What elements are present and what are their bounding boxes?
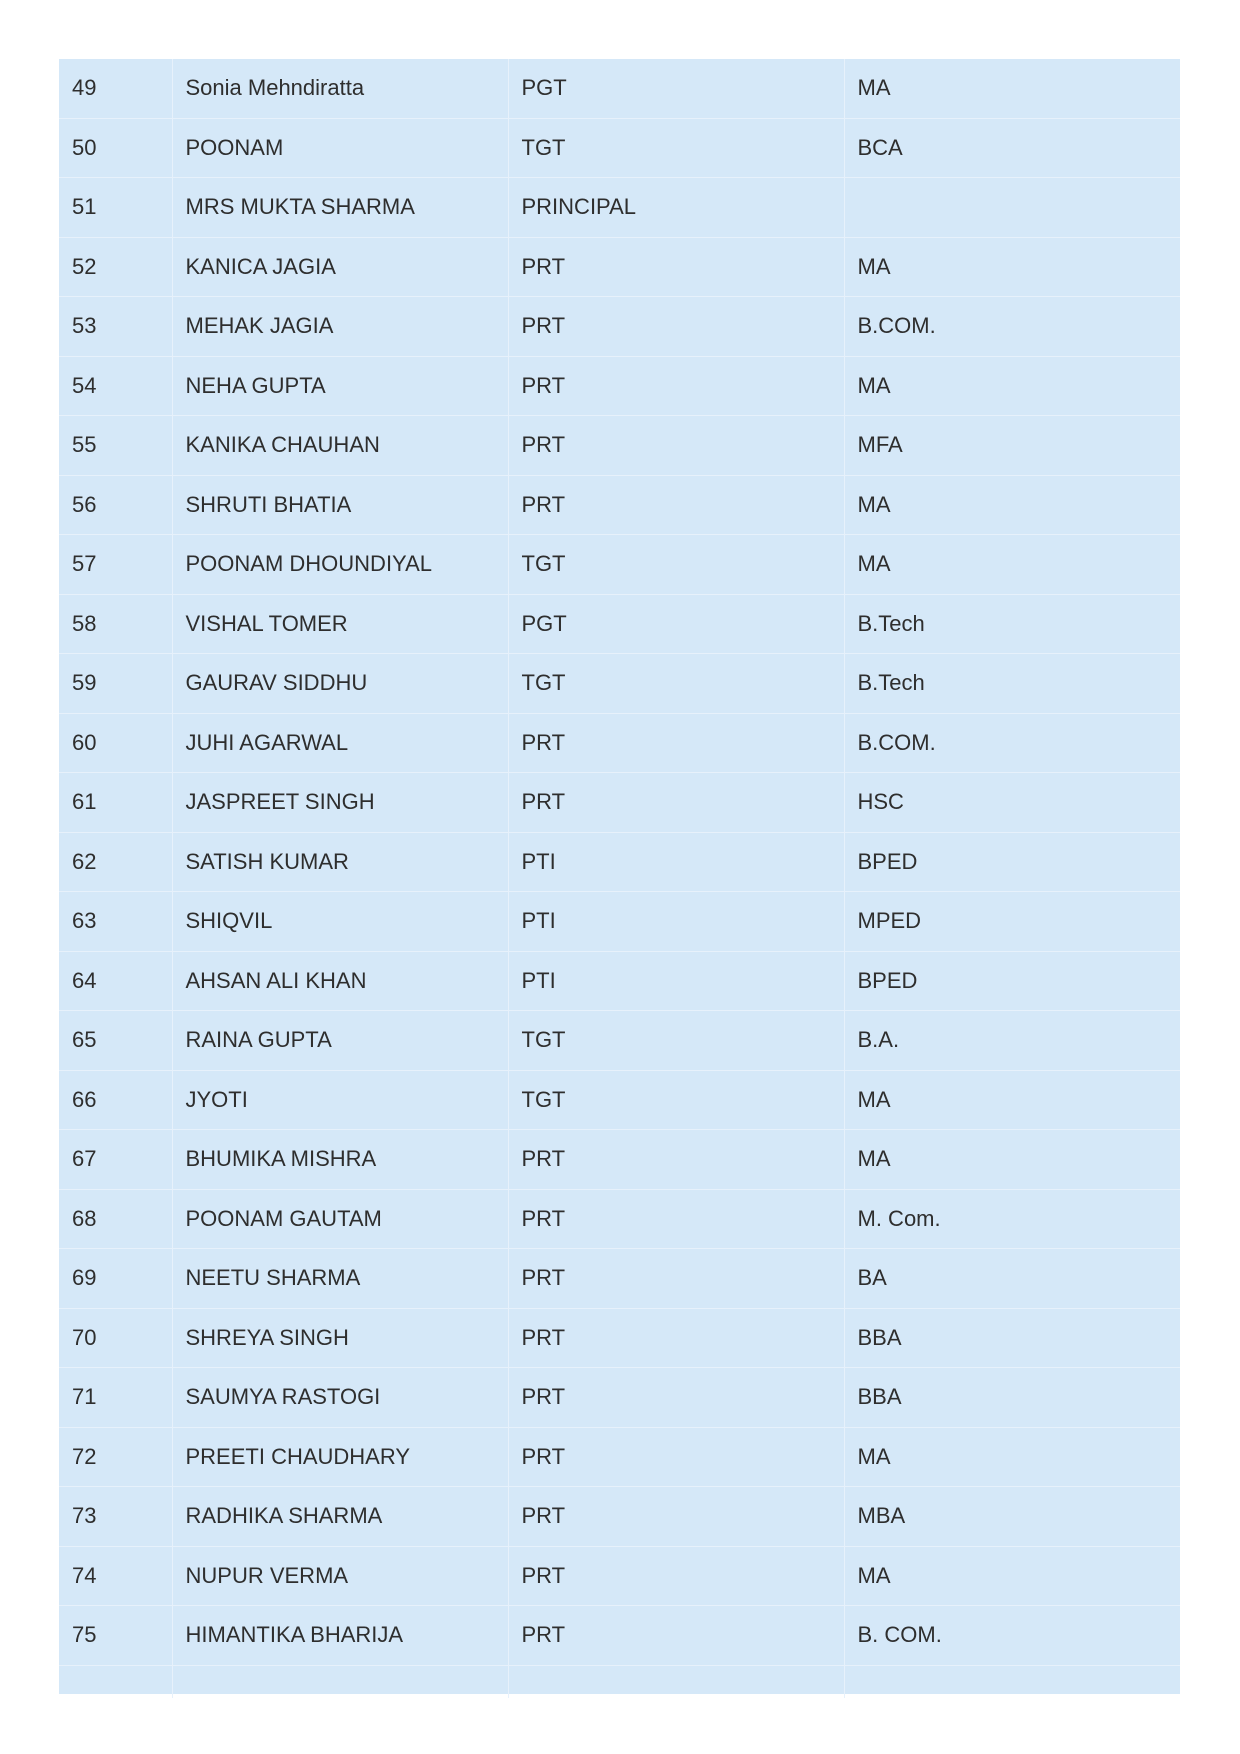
qualification-cell: MA	[844, 1130, 1180, 1190]
serial-number-cell: 60	[59, 713, 172, 773]
name-cell: RAINA GUPTA	[172, 1011, 508, 1071]
table-row	[59, 773, 1180, 833]
table-row	[59, 1487, 1180, 1547]
table-row	[59, 178, 1180, 238]
designation-cell: PTI	[508, 892, 844, 952]
qualification-cell: HSC	[844, 773, 1180, 833]
qualification-cell: BBA	[844, 1308, 1180, 1368]
table-row	[59, 1130, 1180, 1190]
qualification-cell: BA	[844, 1249, 1180, 1309]
qualification-cell: B.Tech	[844, 654, 1180, 714]
serial-number-cell: 56	[59, 475, 172, 535]
designation-cell: PTI	[508, 951, 844, 1011]
qualification-cell: MFA	[844, 416, 1180, 476]
serial-number-cell: 55	[59, 416, 172, 476]
qualification-cell: MPED	[844, 892, 1180, 952]
serial-number-cell: 62	[59, 832, 172, 892]
qualification-cell: BPED	[844, 951, 1180, 1011]
qualification-cell: MA	[844, 475, 1180, 535]
name-cell: MRS MUKTA SHARMA	[172, 178, 508, 238]
qualification-cell: B.COM.	[844, 297, 1180, 357]
serial-number-cell: 70	[59, 1308, 172, 1368]
qualification-cell: MA	[844, 356, 1180, 416]
name-cell: KANICA JAGIA	[172, 237, 508, 297]
name-cell: GAURAV SIDDHU	[172, 654, 508, 714]
table-row	[59, 1308, 1180, 1368]
qualification-cell: B.Tech	[844, 594, 1180, 654]
table-row	[59, 892, 1180, 952]
qualification-cell: B.COM.	[844, 713, 1180, 773]
table-row	[59, 1189, 1180, 1249]
name-cell: HIMANTIKA BHARIJA	[172, 1606, 508, 1666]
serial-number-cell: 74	[59, 1546, 172, 1606]
designation-cell: PRT	[508, 1427, 844, 1487]
serial-number-cell: 58	[59, 594, 172, 654]
serial-number-cell: 73	[59, 1487, 172, 1547]
qualification-cell: MA	[844, 1546, 1180, 1606]
name-cell: JASPREET SINGH	[172, 773, 508, 833]
serial-number-cell: 51	[59, 178, 172, 238]
table-row	[59, 1070, 1180, 1130]
designation-cell: PRT	[508, 713, 844, 773]
name-cell: RADHIKA SHARMA	[172, 1487, 508, 1547]
name-cell: MEHAK JAGIA	[172, 297, 508, 357]
designation-cell: PRT	[508, 1249, 844, 1309]
designation-cell: PRT	[508, 1546, 844, 1606]
designation-cell: PRT	[508, 356, 844, 416]
serial-number-cell: 52	[59, 237, 172, 297]
serial-number-cell: 75	[59, 1606, 172, 1666]
name-cell: JYOTI	[172, 1070, 508, 1130]
designation-cell: PGT	[508, 59, 844, 118]
designation-cell: TGT	[508, 654, 844, 714]
qualification-cell: MBA	[844, 1487, 1180, 1547]
qualification-cell: MA	[844, 1427, 1180, 1487]
serial-number-cell: 50	[59, 118, 172, 178]
serial-number-cell: 53	[59, 297, 172, 357]
name-cell: SATISH KUMAR	[172, 832, 508, 892]
designation-cell: PRT	[508, 1130, 844, 1190]
staff-table-body	[59, 59, 1180, 1698]
qualification-cell: BPED	[844, 832, 1180, 892]
name-cell: SAUMYA RASTOGI	[172, 1368, 508, 1428]
staff-table	[59, 59, 1180, 1698]
name-cell: JUHI AGARWAL	[172, 713, 508, 773]
table-row	[59, 1249, 1180, 1309]
table-row	[59, 297, 1180, 357]
designation-cell: PRINCIPAL	[508, 178, 844, 238]
name-cell: POONAM DHOUNDIYAL	[172, 535, 508, 595]
staff-table-container	[59, 59, 1180, 1694]
qualification-cell: MA	[844, 237, 1180, 297]
designation-cell: TGT	[508, 1011, 844, 1071]
designation-cell: PGT	[508, 594, 844, 654]
qualification-cell: MA	[844, 1070, 1180, 1130]
serial-number-cell: 68	[59, 1189, 172, 1249]
designation-cell: PRT	[508, 773, 844, 833]
name-cell: SHREYA SINGH	[172, 1308, 508, 1368]
serial-number-cell: 66	[59, 1070, 172, 1130]
table-row	[59, 1546, 1180, 1606]
designation-cell: PRT	[508, 416, 844, 476]
designation-cell: PRT	[508, 1368, 844, 1428]
serial-number-cell: 54	[59, 356, 172, 416]
designation-cell: TGT	[508, 535, 844, 595]
table-row	[59, 1427, 1180, 1487]
qualification-cell: B. COM.	[844, 1606, 1180, 1666]
table-row	[59, 1368, 1180, 1428]
qualification-cell: BBA	[844, 1368, 1180, 1428]
serial-number-cell: 63	[59, 892, 172, 952]
designation-cell: PRT	[508, 297, 844, 357]
serial-number-cell: 67	[59, 1130, 172, 1190]
designation-cell: PRT	[508, 237, 844, 297]
serial-number-cell: 72	[59, 1427, 172, 1487]
designation-cell: PRT	[508, 1487, 844, 1547]
designation-cell: PRT	[508, 1606, 844, 1666]
table-row	[59, 713, 1180, 773]
table-row	[59, 237, 1180, 297]
qualification-cell: MA	[844, 59, 1180, 118]
name-cell: NEHA GUPTA	[172, 356, 508, 416]
qualification-cell: B.A.	[844, 1011, 1180, 1071]
designation-cell: PRT	[508, 1308, 844, 1368]
designation-cell: TGT	[508, 118, 844, 178]
table-row	[59, 594, 1180, 654]
designation-cell: PRT	[508, 475, 844, 535]
empty-table-row	[59, 1665, 1180, 1698]
name-cell: AHSAN ALI KHAN	[172, 951, 508, 1011]
serial-number-cell: 49	[59, 59, 172, 118]
table-row	[59, 356, 1180, 416]
serial-number-cell: 69	[59, 1249, 172, 1309]
name-cell: SHRUTI BHATIA	[172, 475, 508, 535]
table-row	[59, 951, 1180, 1011]
name-cell: POONAM GAUTAM	[172, 1189, 508, 1249]
table-row	[59, 59, 1180, 118]
table-row	[59, 535, 1180, 595]
name-cell: PREETI CHAUDHARY	[172, 1427, 508, 1487]
serial-number-cell: 59	[59, 654, 172, 714]
name-cell: SHIQVIL	[172, 892, 508, 952]
name-cell: NEETU SHARMA	[172, 1249, 508, 1309]
qualification-cell: BCA	[844, 118, 1180, 178]
designation-cell: TGT	[508, 1070, 844, 1130]
qualification-cell	[844, 178, 1180, 238]
name-cell: POONAM	[172, 118, 508, 178]
serial-number-cell: 61	[59, 773, 172, 833]
name-cell: NUPUR VERMA	[172, 1546, 508, 1606]
table-row	[59, 1011, 1180, 1071]
table-row	[59, 654, 1180, 714]
table-row	[59, 118, 1180, 178]
table-row	[59, 1606, 1180, 1666]
qualification-cell: M. Com.	[844, 1189, 1180, 1249]
serial-number-cell: 65	[59, 1011, 172, 1071]
designation-cell: PRT	[508, 1189, 844, 1249]
designation-cell: PTI	[508, 832, 844, 892]
serial-number-cell: 57	[59, 535, 172, 595]
name-cell: BHUMIKA MISHRA	[172, 1130, 508, 1190]
name-cell: KANIKA CHAUHAN	[172, 416, 508, 476]
table-row	[59, 475, 1180, 535]
serial-number-cell: 71	[59, 1368, 172, 1428]
table-row	[59, 416, 1180, 476]
table-row	[59, 832, 1180, 892]
qualification-cell: MA	[844, 535, 1180, 595]
name-cell: VISHAL TOMER	[172, 594, 508, 654]
serial-number-cell: 64	[59, 951, 172, 1011]
name-cell: Sonia Mehndiratta	[172, 59, 508, 118]
